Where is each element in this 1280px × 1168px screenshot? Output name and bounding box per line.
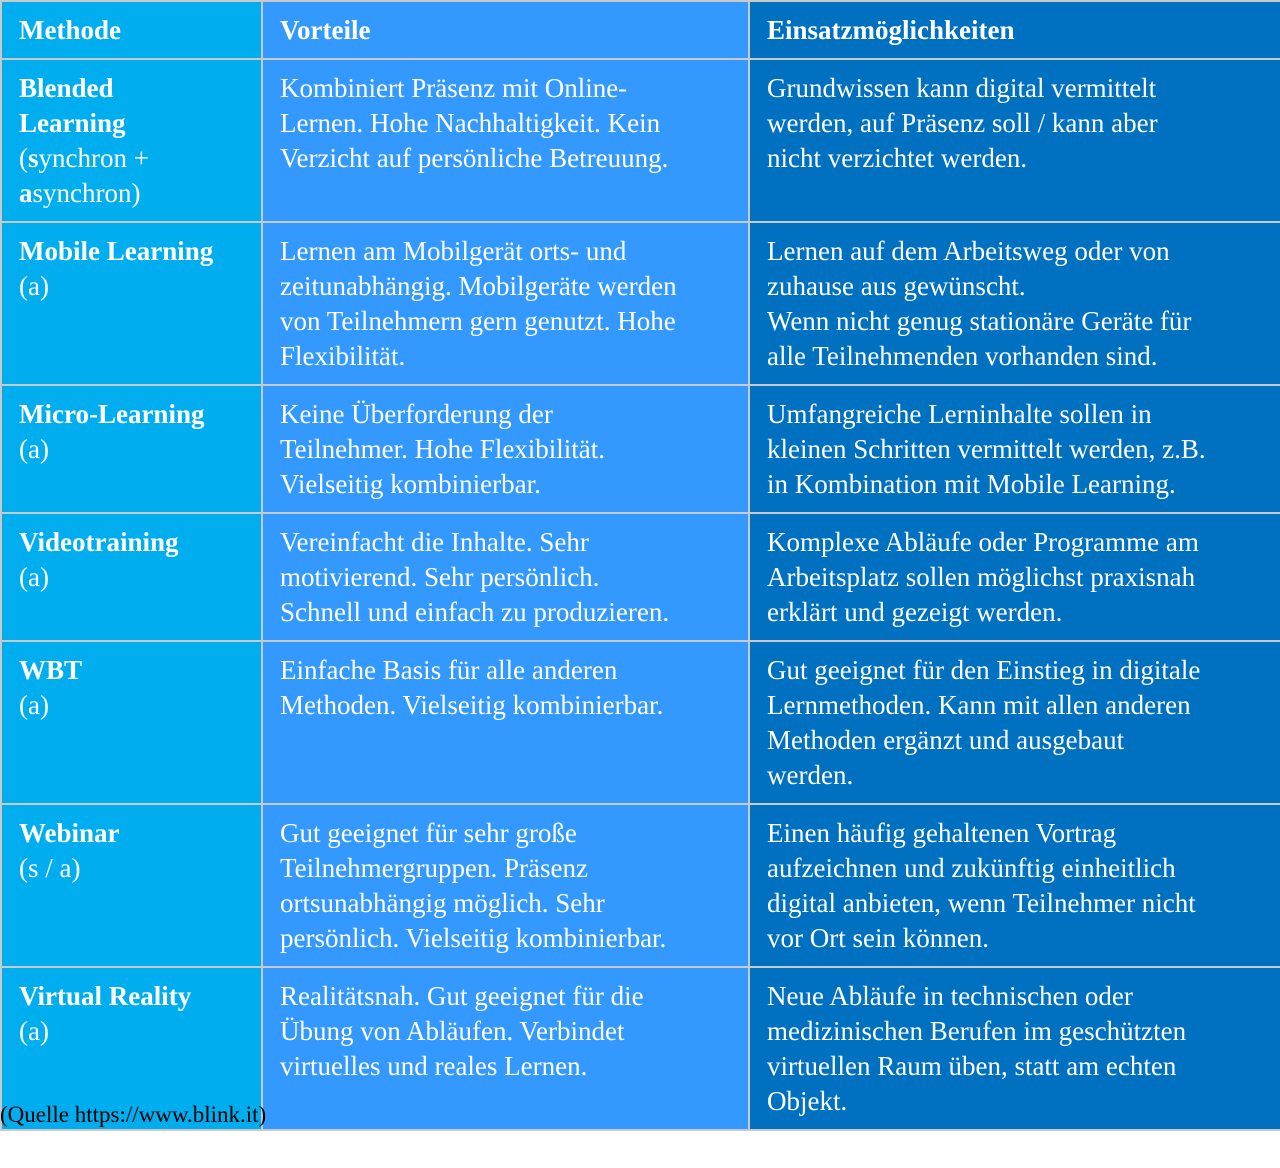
- uses-line: Methoden ergänzt und ausgebaut: [767, 725, 1125, 755]
- header-methode: Methode: [1, 1, 262, 59]
- advantages-line: Kombiniert Präsenz mit Online-: [280, 73, 628, 103]
- advantages-line: ortsunabhängig möglich. Sehr: [280, 888, 605, 918]
- method-cell: [1, 804, 262, 967]
- table-header-row: [1, 1, 1280, 59]
- method-cell: [1, 59, 262, 222]
- uses-line: in Kombination mit Mobile Learning.: [767, 469, 1176, 499]
- advantages-line: virtuelles und reales Lernen.: [280, 1051, 588, 1081]
- uses-line: werden, auf Präsenz soll / kann aber: [767, 108, 1158, 138]
- method-name: Webinar: [19, 818, 120, 848]
- method-type: (s / a): [19, 853, 81, 883]
- uses-line: virtuellen Raum üben, statt am echten: [767, 1051, 1177, 1081]
- uses-line: erklärt und gezeigt werden.: [767, 597, 1063, 627]
- advantages-cell: [262, 59, 749, 222]
- uses-line: vor Ort sein können.: [767, 923, 989, 953]
- advantages-cell: [262, 641, 749, 804]
- uses-line: Lernmethoden. Kann mit allen anderen: [767, 690, 1191, 720]
- uses-line: Neue Abläufe in technischen oder: [767, 981, 1133, 1011]
- advantages-line: zeitunabhängig. Mobilgeräte werden: [280, 271, 677, 301]
- method-cell: [1, 513, 262, 641]
- advantages-line: Verzicht auf persönliche Betreuung.: [280, 143, 669, 173]
- uses-line: Komplexe Abläufe oder Programme am: [767, 527, 1199, 557]
- uses-line: Objekt.: [767, 1086, 848, 1116]
- advantages-line: Vereinfacht die Inhalte. Sehr: [280, 527, 589, 557]
- table-row: [1, 513, 1280, 641]
- method-name: Mobile Learning: [19, 236, 214, 266]
- table-row: [1, 641, 1280, 804]
- advantages-line: Methoden. Vielseitig kombinierbar.: [280, 690, 664, 720]
- uses-line: nicht verzichtet werden.: [767, 143, 1028, 173]
- method-type: (a): [19, 271, 49, 301]
- advantages-cell: [262, 385, 749, 513]
- source-note: (Quelle https://www.blink.it): [0, 1102, 267, 1127]
- method-cell: [1, 385, 262, 513]
- advantages-line: Einfache Basis für alle anderen: [280, 655, 618, 685]
- uses-line: aufzeichnen und zukünftig einheitlich: [767, 853, 1176, 883]
- uses-cell: [749, 967, 1280, 1130]
- uses-line: werden.: [767, 760, 854, 790]
- uses-line: Einen häufig gehaltenen Vortrag: [767, 818, 1117, 848]
- method-name: Micro-Learning: [19, 399, 205, 429]
- method-name: Virtual Reality: [19, 981, 192, 1011]
- method-cell: [1, 641, 262, 804]
- method-type: (a): [19, 562, 49, 592]
- advantages-cell: [262, 967, 749, 1130]
- method-name-line: Blended: [19, 73, 114, 103]
- table-row: [1, 804, 1280, 967]
- method-name: Videotraining: [19, 527, 179, 557]
- advantages-line: Übung von Abläufen. Verbindet: [280, 1016, 625, 1046]
- uses-line: alle Teilnehmenden vorhanden sind.: [767, 341, 1158, 371]
- uses-cell: [749, 513, 1280, 641]
- method-type: (a): [19, 434, 49, 464]
- advantages-line: Schnell und einfach zu produzieren.: [280, 597, 670, 627]
- method-type: (a): [19, 690, 49, 720]
- advantages-cell: [262, 222, 749, 385]
- table-row: [1, 59, 1280, 222]
- uses-line: kleinen Schritten vermittelt werden, z.B.: [767, 434, 1206, 464]
- uses-line: medizinischen Berufen im geschützten: [767, 1016, 1187, 1046]
- uses-cell: [749, 385, 1280, 513]
- advantages-line: motivierend. Sehr persönlich.: [280, 562, 600, 592]
- advantages-cell: [262, 804, 749, 967]
- method-cell: [1, 222, 262, 385]
- advantages-line: Keine Überforderung der: [280, 399, 553, 429]
- table-row: [1, 222, 1280, 385]
- advantages-cell: [262, 513, 749, 641]
- advantages-line: Realitätsnah. Gut geeignet für die: [280, 981, 644, 1011]
- advantages-line: Flexibilität.: [280, 341, 406, 371]
- uses-line: Umfangreiche Lerninhalte sollen in: [767, 399, 1152, 429]
- uses-cell: [749, 222, 1280, 385]
- uses-line: Gut geeignet für den Einstieg in digitale: [767, 655, 1201, 685]
- advantages-line: Gut geeignet für sehr große: [280, 818, 577, 848]
- advantages-line: von Teilnehmern gern genutzt. Hohe: [280, 306, 676, 336]
- uses-line: Lernen auf dem Arbeitsweg oder von: [767, 236, 1170, 266]
- advantages-line: Vielseitig kombinierbar.: [280, 469, 541, 499]
- advantages-line: Teilnehmer. Hohe Flexibilität.: [280, 434, 606, 464]
- uses-line: Wenn nicht genug stationäre Geräte für: [767, 306, 1192, 336]
- uses-line: zuhause aus gewünscht.: [767, 271, 1026, 301]
- method-name: WBT: [19, 655, 83, 685]
- uses-line: Arbeitsplatz sollen möglichst praxisnah: [767, 562, 1196, 592]
- uses-cell: [749, 641, 1280, 804]
- uses-cell: [749, 804, 1280, 967]
- method-type-line: (synchron +: [19, 143, 149, 173]
- advantages-line: persönlich. Vielseitig kombinierbar.: [280, 923, 667, 953]
- uses-line: digital anbieten, wenn Teilnehmer nicht: [767, 888, 1196, 918]
- header-einsatzmoeglichkeiten: Einsatzmöglichkeiten: [749, 1, 1280, 59]
- uses-cell: [749, 59, 1280, 222]
- advantages-line: Lernen. Hohe Nachhaltigkeit. Kein: [280, 108, 661, 138]
- method-type-line: asynchron): [19, 178, 141, 208]
- advantages-line: Teilnehmergruppen. Präsenz: [280, 853, 589, 883]
- uses-line: Grundwissen kann digital vermittelt: [767, 73, 1157, 103]
- table-row: [1, 385, 1280, 513]
- method-type: (a): [19, 1016, 49, 1046]
- method-name-line: Learning: [19, 108, 126, 138]
- header-vorteile: Vorteile: [262, 1, 749, 59]
- advantages-line: Lernen am Mobilgerät orts- und: [280, 236, 627, 266]
